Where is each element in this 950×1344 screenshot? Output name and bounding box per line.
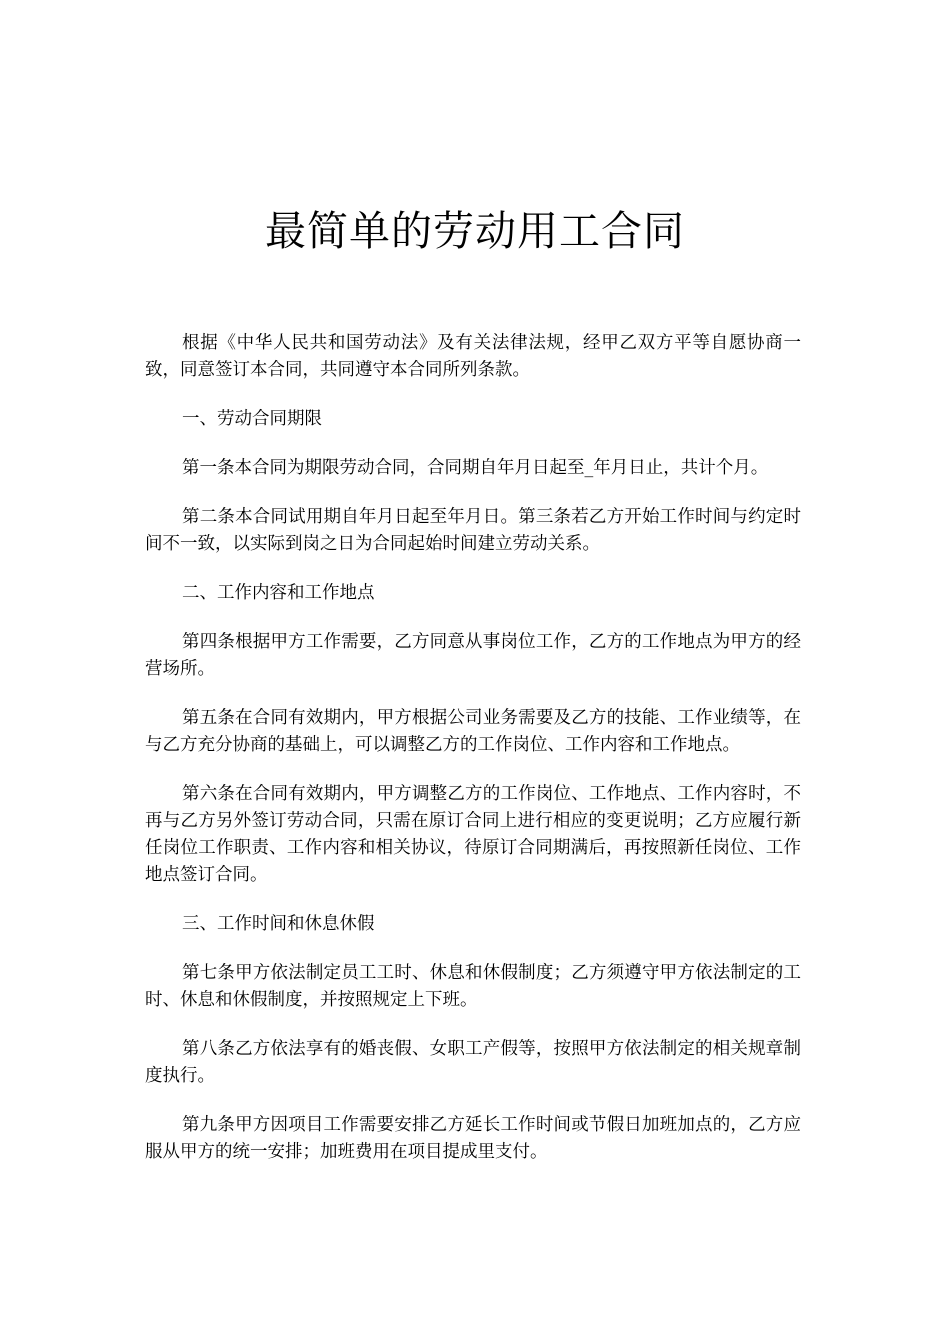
article-7-paragraph: 第七条甲方依法制定员工工时、休息和休假制度；乙方须遵守甲方依法制定的工时、休息和休假制度，并按照规定上下班。 [145,963,801,1010]
article-5-paragraph: 第五条在合同有效期内，甲方根据公司业务需要及乙方的技能、工作业绩等，在与乙方充分协商的基础上，可以调整乙方的工作岗位、工作内容和工作地点。 [145,708,801,755]
article-8-paragraph: 第八条乙方依法享有的婚丧假、女职工产假等，按照甲方依法制定的相关规章制度执行。 [145,1039,801,1086]
article-6-paragraph: 第六条在合同有效期内，甲方调整乙方的工作岗位、工作地点、工作内容时，不再与乙方另外签订劳动合同，只需在原订合同上进行相应的变更说明；乙方应履行新任岗位工作职责、工作内容和相关协议，待原订合同期满后，再按照新任岗位、工作地点签订合同。 [145,784,801,885]
preamble-paragraph: 根据《中华人民共和国劳动法》及有关法律法规，经甲乙双方平等自愿协商一致，同意签订本合同，共同遵守本合同所列条款。 [145,333,801,380]
document-title: 最简单的劳动用工合同 [265,207,685,255]
article-4-paragraph: 第四条根据甲方工作需要，乙方同意从事岗位工作，乙方的工作地点为甲方的经营场所。 [145,632,801,679]
section-heading-working-hours: 三、工作时间和休息休假 [182,914,375,934]
section-heading-work-content: 二、工作内容和工作地点 [182,583,375,603]
article-2-3-paragraph: 第二条本合同试用期自年月日起至年月日。第三条若乙方开始工作时间与约定时间不一致，以实际到岗之日为合同起始时间建立劳动关系。 [145,507,801,554]
article-1-paragraph: 第一条本合同为期限劳动合同，合同期自年月日起至_年月日止，共计个月。 [182,458,769,478]
section-heading-contract-term: 一、劳动合同期限 [182,409,322,429]
document-body [145,330,801,1188]
article-9-paragraph: 第九条甲方因项目工作需要安排乙方延长工作时间或节假日加班加点的，乙方应服从甲方的统一安排；加班费用在项目提成里支付。 [145,1115,801,1162]
